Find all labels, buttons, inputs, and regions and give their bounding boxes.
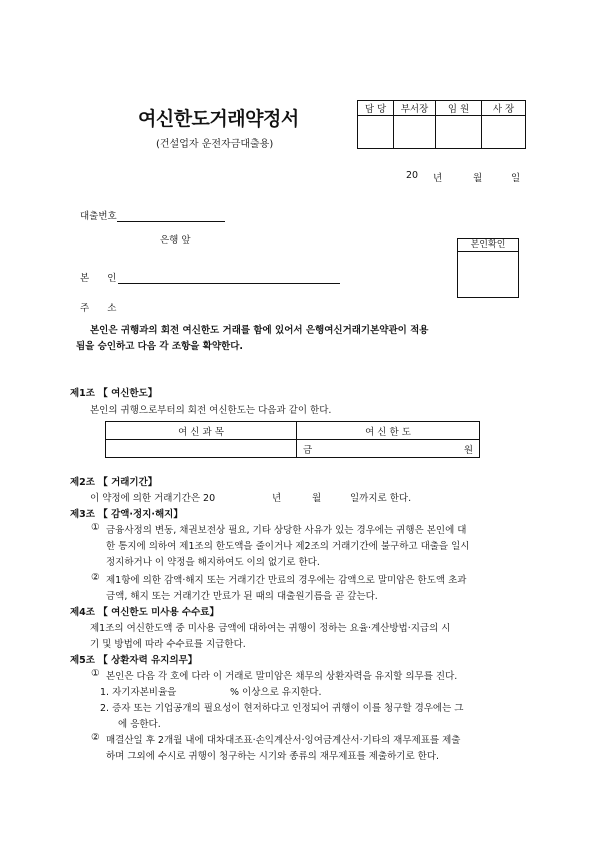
approval-table: [357, 100, 526, 149]
article-2-text-d: 일까지로 한다.: [350, 493, 412, 504]
credit-subject-cell[interactable]: [106, 440, 297, 458]
intro-line-1: 본인은 귀행과의 회전 여신한도 거래를 함에 있어서 은행여신거래기본약관이 적용: [90, 325, 429, 336]
article-5-p2-line1: 매결산일 후 2개월 내에 대차대조표·손익계산서·잉여금계산서·기타의 재무제표를 제출: [106, 735, 461, 746]
intro-line-2: 됨을 승인하고 다음 각 조항을 확약한다.: [76, 341, 243, 352]
approval-header-president: 사 장: [482, 101, 526, 116]
date-month-label: 월: [473, 173, 483, 184]
approval-sign-staff[interactable]: [358, 116, 394, 149]
article-3-p2-line1: 제1항에 의한 감액·해지 또는 거래기간 만료의 경우에는 감액으로 말미암은 한도액 초과: [106, 575, 467, 586]
article-5-p2-line2: 하며 그외에 수시로 귀행이 청구하는 시기와 종류의 재무제표를 제출하기로 한다.: [106, 751, 440, 762]
loan-number-label: [80, 208, 225, 222]
credit-limit-table: [105, 421, 480, 458]
article-4-heading: 제4조 【 여신한도 미사용 수수료】: [70, 607, 219, 618]
article-3-p1-line3: 정지하거나 이 약정을 해지하여도 이의 없기로 한다.: [106, 557, 320, 568]
article-5-item1-a: 1. 자기자본비율을: [100, 687, 177, 698]
loan-number-label-text: 대출번호: [80, 211, 117, 222]
article-5-item2-line1: 2. 증자 또는 기업공개의 필요성이 현저하다고 인정되어 귀행이 이를 청구할 경우에는 그: [100, 703, 464, 714]
article-5-item1-b: % 이상으로 유지한다.: [230, 687, 322, 698]
article-1-text: 본인의 귀행으로부터의 회전 여신한도는 다음과 같이 한다.: [90, 405, 332, 416]
article-5-item2-line2: 에 응한다.: [118, 719, 161, 730]
article-5-heading: 제5조 【 상환자력 유지의무】: [70, 655, 198, 666]
article-3-p1-line2: 한 통지에 의하여 제1조의 한도액을 줄이거나 제2조의 거래기간에 불구하고 대출을 일시: [106, 541, 470, 552]
document-title: 여신한도거래약정서: [138, 108, 299, 130]
article-3-heading: 제3조 【 감액·정지·해지】: [70, 509, 183, 520]
loan-number-field[interactable]: [117, 210, 225, 222]
credit-limit-header: 여 신 한 도: [297, 422, 480, 440]
article-3-p1-line1: 금융사정의 변동, 채권보전상 필요, 기타 상당한 사유가 있는 경우에는 귀행은 본인에 대: [106, 525, 467, 536]
document-subtitle: (건설업자 운전자금대출용): [156, 139, 274, 150]
approval-header-dept-head: 부서장: [394, 101, 436, 116]
identity-confirmation-box: [457, 238, 519, 298]
article-2-heading: 제2조 【 거래기간】: [70, 477, 158, 488]
article-3-p2-num: ②: [91, 572, 100, 583]
principal-label: 본 인: [80, 273, 117, 284]
date-year-prefix: 20: [406, 170, 419, 181]
article-2-text-a: 이 약정에 의한 거래기간은 20: [90, 493, 216, 504]
approval-sign-president[interactable]: [482, 116, 526, 149]
approval-header-executive: 임 원: [436, 101, 482, 116]
principal-line: [80, 270, 340, 284]
identity-seal-area[interactable]: [458, 252, 518, 297]
article-5-p1-line1: 본인은 다음 각 호에 다라 이 거래로 말미암은 채무의 상환자력을 유지할 의무를 진다.: [106, 671, 458, 682]
article-4-line1: 제1조의 여신한도액 중 미사용 금액에 대하여는 귀행이 정하는 요율·계산방법·지급의 시: [90, 623, 451, 634]
approval-sign-dept-head[interactable]: [394, 116, 436, 149]
identity-confirmation-label: 본인확인: [458, 239, 518, 252]
amount-prefix: 금: [303, 444, 313, 456]
approval-sign-executive[interactable]: [436, 116, 482, 149]
article-5-p1-num: ①: [91, 668, 100, 679]
date-day-label: 일: [511, 173, 521, 184]
credit-limit-cell[interactable]: [297, 440, 480, 458]
date-year-label: 년: [433, 173, 443, 184]
amount-suffix: 원: [463, 444, 473, 456]
bank-addressee: 은행 앞: [160, 235, 191, 246]
approval-header-staff: 담 당: [358, 101, 394, 116]
article-5-p2-num: ②: [91, 732, 100, 743]
article-2-text-c: 월: [312, 493, 322, 504]
article-1-heading: 제1조 【 여신한도】: [70, 388, 158, 399]
address-label: 주 소: [80, 303, 117, 314]
article-3-p1-num: ①: [91, 522, 100, 533]
principal-field[interactable]: [118, 272, 340, 284]
article-4-line2: 기 및 방법에 따라 수수료를 지급한다.: [90, 639, 246, 650]
article-2-text-b: 년: [272, 493, 282, 504]
article-3-p2-line2: 금액, 해지 또는 거래기간 만료가 된 때의 대출원기름을 곧 갚는다.: [106, 591, 378, 602]
credit-subject-header: 여 신 과 목: [106, 422, 297, 440]
